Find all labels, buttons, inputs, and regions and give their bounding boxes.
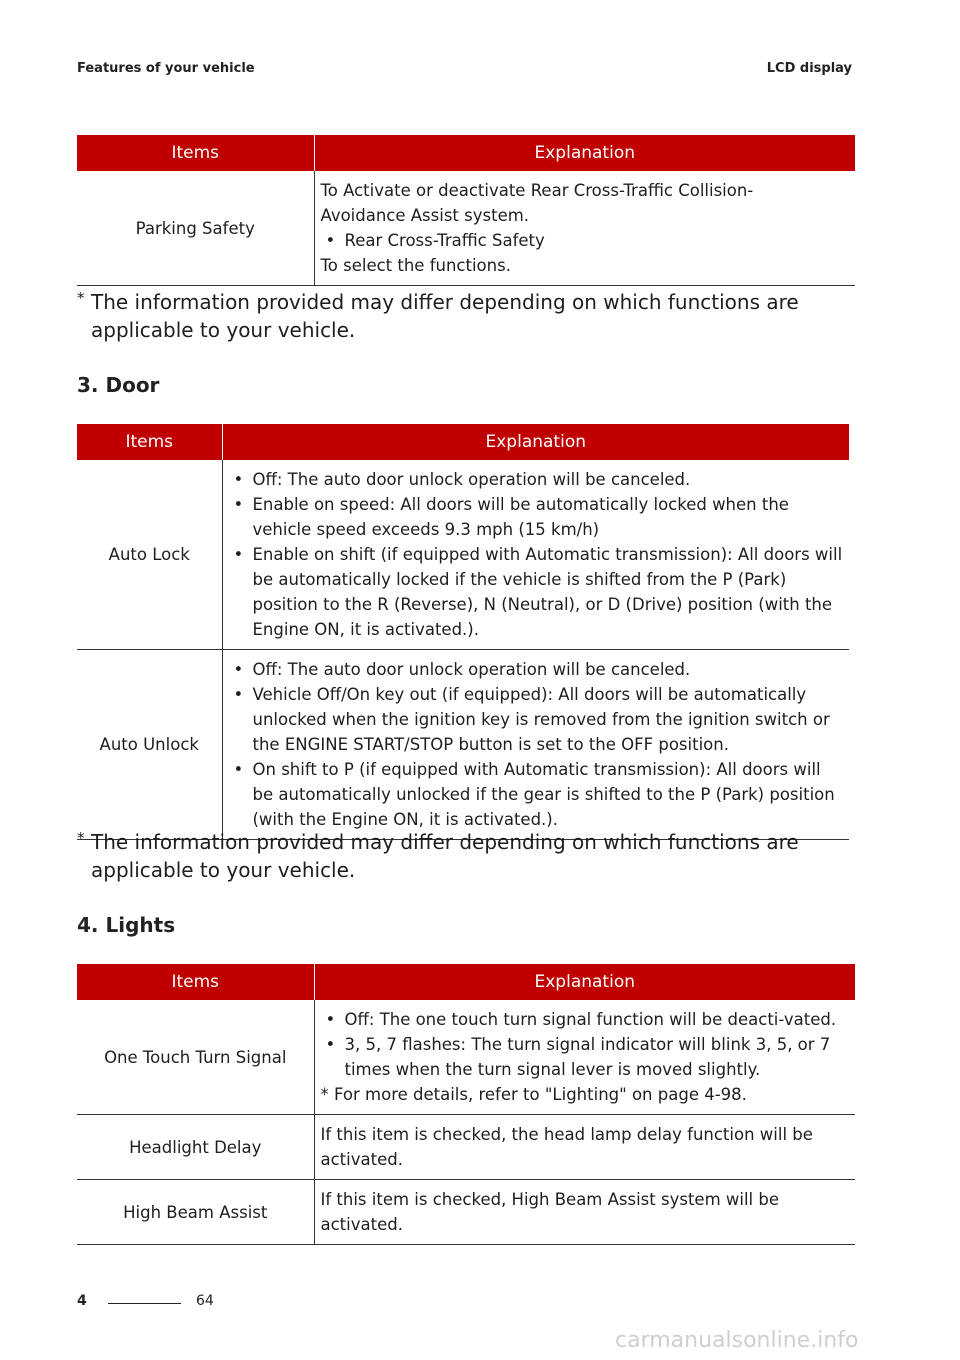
explanation-cell: If this item is checked, the head lamp delay function will be activated. <box>314 1115 855 1180</box>
chapter-number: 4 <box>77 1293 87 1309</box>
footnote <box>77 288 857 344</box>
bullet-item: • Off: The one touch turn signal function will be deacti-vated. <box>321 1007 850 1032</box>
cell-note <box>321 1082 850 1107</box>
table-row <box>77 1115 855 1180</box>
explanation-cell <box>314 171 855 286</box>
footnote-text: The information provided may differ depending on which functions are applicable to your vehicle. <box>91 830 799 882</box>
item-cell: High Beam Assist <box>77 1180 314 1245</box>
col-header-items: Items <box>77 135 314 171</box>
item-cell: Auto Unlock <box>77 650 222 840</box>
lights-table <box>77 964 855 1245</box>
bullet-list <box>229 467 844 642</box>
explanation-line: To select the functions. <box>320 256 511 275</box>
explanation-cell <box>222 650 849 840</box>
table-row <box>77 460 849 650</box>
col-header-items: Items <box>77 964 314 1000</box>
explanation-cell: If this item is checked, High Beam Assist system will be activated. <box>314 1180 855 1245</box>
page-number-rule <box>108 1303 181 1304</box>
section-title-lights: 4. Lights <box>77 913 176 937</box>
col-header-items: Items <box>77 424 222 460</box>
page-number: 64 <box>196 1293 214 1309</box>
footnote-text: The information provided may differ depending on which functions are applicable to your vehicle. <box>91 290 799 342</box>
running-header-section: LCD display <box>766 61 852 76</box>
table-row <box>77 1180 855 1245</box>
bullet-list <box>229 657 844 832</box>
item-cell: One Touch Turn Signal <box>77 1000 314 1115</box>
explanation-cell <box>314 1000 855 1115</box>
col-header-explanation: Explanation <box>314 135 855 171</box>
note-asterisk: * <box>320 1085 329 1104</box>
bullet-list <box>321 228 850 253</box>
item-cell: Auto Lock <box>77 460 222 650</box>
col-header-explanation: Explanation <box>222 424 849 460</box>
bullet-list <box>321 1007 850 1082</box>
section-title-door: 3. Door <box>77 373 160 397</box>
table-row <box>77 650 849 840</box>
watermark: carmanualsonline.info <box>615 1328 859 1353</box>
bullet-item: • 3, 5, 7 flashes: The turn signal indicator will blink 3, 5, or 7 times when the turn signal lever is moved slightly. <box>321 1032 850 1082</box>
cell-note-text: For more details, refer to "Lighting" on page 4-98. <box>334 1085 747 1104</box>
table-row <box>77 1000 855 1115</box>
table-row <box>77 171 855 286</box>
bullet-item: • Rear Cross-Traffic Safety <box>321 228 850 253</box>
col-header-explanation: Explanation <box>314 964 855 1000</box>
bullet-item: • Off: The auto door unlock operation will be canceled. <box>229 467 844 492</box>
item-cell: Parking Safety <box>77 171 314 286</box>
bullet-item: • Enable on speed: All doors will be automatically locked when the vehicle speed exceeds 9.3 mph (15 km/h) <box>229 492 844 542</box>
footnote <box>77 828 857 884</box>
parking-safety-table <box>77 135 855 286</box>
footnote-asterisk: * <box>77 289 85 307</box>
bullet-item: • On shift to P (if equipped with Automatic transmission): All doors will be automatically unlocked if the gear is shifted to the P (Park) position (with the Engine ON, it is activated.). <box>229 757 844 832</box>
bullet-item: • Off: The auto door unlock operation will be canceled. <box>229 657 844 682</box>
explanation-cell <box>222 460 849 650</box>
door-table <box>77 424 849 840</box>
running-header-chapter: Features of your vehicle <box>77 61 255 76</box>
explanation-line: To Activate or deactivate Rear Cross-Traffic Collision- <box>320 181 754 200</box>
bullet-item: • Vehicle Off/On key out (if equipped): All doors will be automatically unlocked when the ignition key is removed from the ignition switch or the ENGINE START/STOP button is set to the OFF position. <box>229 682 844 757</box>
item-cell: Headlight Delay <box>77 1115 314 1180</box>
footnote-asterisk: * <box>77 829 85 847</box>
bullet-item: • Enable on shift (if equipped with Automatic transmission): All doors will be automatically locked if the vehicle is shifted from the P (Park) position to the R (Reverse), N (Neutral), or D (Drive) position (with the Engine ON, it is activated.). <box>229 542 844 642</box>
explanation-line: Avoidance Assist system. <box>320 206 530 225</box>
